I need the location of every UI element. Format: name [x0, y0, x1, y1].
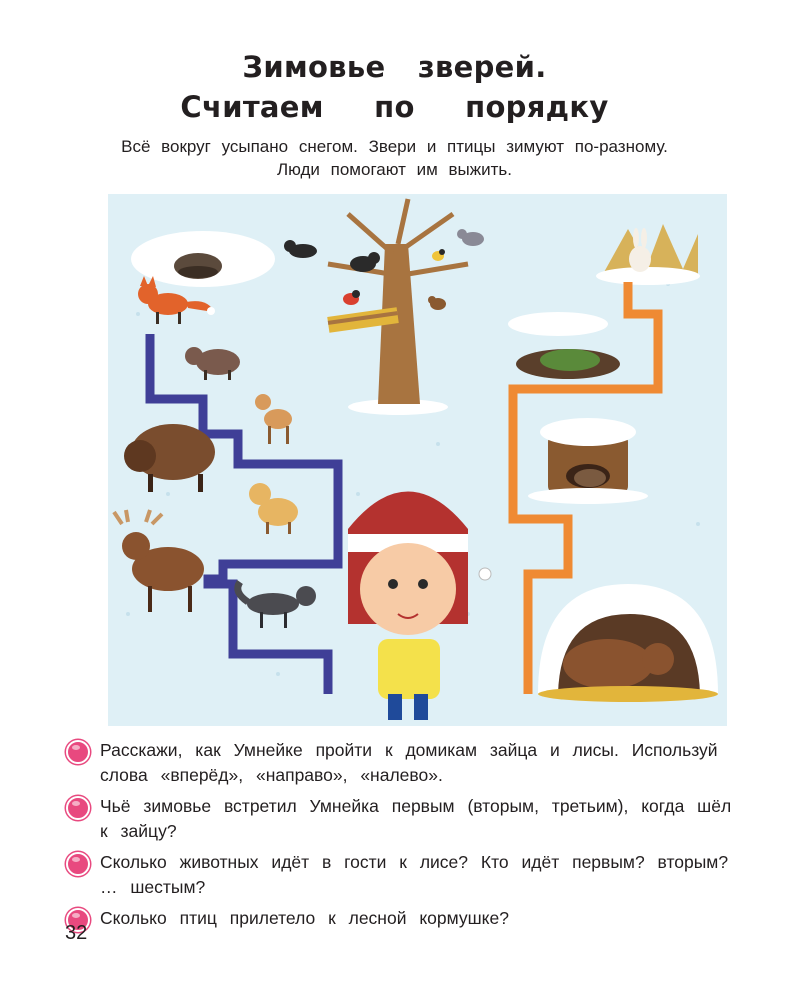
page-title-line-1: Зимовье зверей. — [242, 50, 547, 84]
winter-maze-illustration — [108, 194, 727, 726]
left-maze-path — [150, 334, 338, 694]
hare-home — [596, 224, 700, 285]
snow-mound — [508, 312, 608, 336]
jay-icon — [457, 229, 484, 246]
bison-icon — [124, 424, 215, 492]
intro-text-line-2: Люди помогают им выжить. — [276, 160, 513, 179]
pink-bullet-icon — [66, 796, 90, 820]
fawn-icon — [255, 394, 292, 444]
pink-bullet-icon — [66, 852, 90, 876]
turtle-burrow — [516, 349, 620, 379]
magpie-icon — [284, 240, 317, 258]
hedgehog-icon — [574, 469, 606, 487]
question-item — [64, 906, 744, 931]
tree-with-feeder — [327, 199, 468, 415]
sparrow-icon — [428, 296, 446, 310]
child-character — [348, 492, 491, 721]
pink-bullet-icon — [66, 740, 90, 764]
moose-icon — [114, 510, 204, 612]
question-item — [64, 794, 744, 844]
question-text: Сколько животных идёт в гости к лисе? Кто идёт первым? вторым? … шестым? — [100, 852, 729, 897]
question-text: Чьё зимовье встретил Умнейка первым (вторым, третьим), когда шёл к зайцу? — [100, 796, 732, 841]
question-text: Сколько птиц прилетело к лесной кормушке? — [100, 908, 509, 928]
bullfinch-icon — [343, 290, 360, 305]
intro-text-line-1: Всё вокруг усыпано снегом. Звери и птицы зимуют по-разному. — [121, 137, 668, 156]
hare-icon — [629, 228, 651, 272]
boar-icon — [185, 347, 240, 380]
question-item — [64, 738, 744, 788]
page-number: 32 — [65, 922, 88, 944]
bear-den — [538, 584, 718, 702]
wolf-icon — [238, 582, 316, 628]
question-list — [64, 738, 744, 937]
question-text: Расскажи, как Умнейке пройти к домикам зайца и лисы. Используй слова «вперёд», «направо», «налево». — [100, 740, 718, 785]
tit-icon — [432, 249, 445, 261]
page-title-line-2: Считаем по порядку — [180, 90, 609, 124]
crow-icon — [350, 252, 380, 272]
hedgehog-stump — [528, 418, 648, 504]
lynx-icon — [249, 483, 298, 534]
question-item — [64, 850, 744, 900]
